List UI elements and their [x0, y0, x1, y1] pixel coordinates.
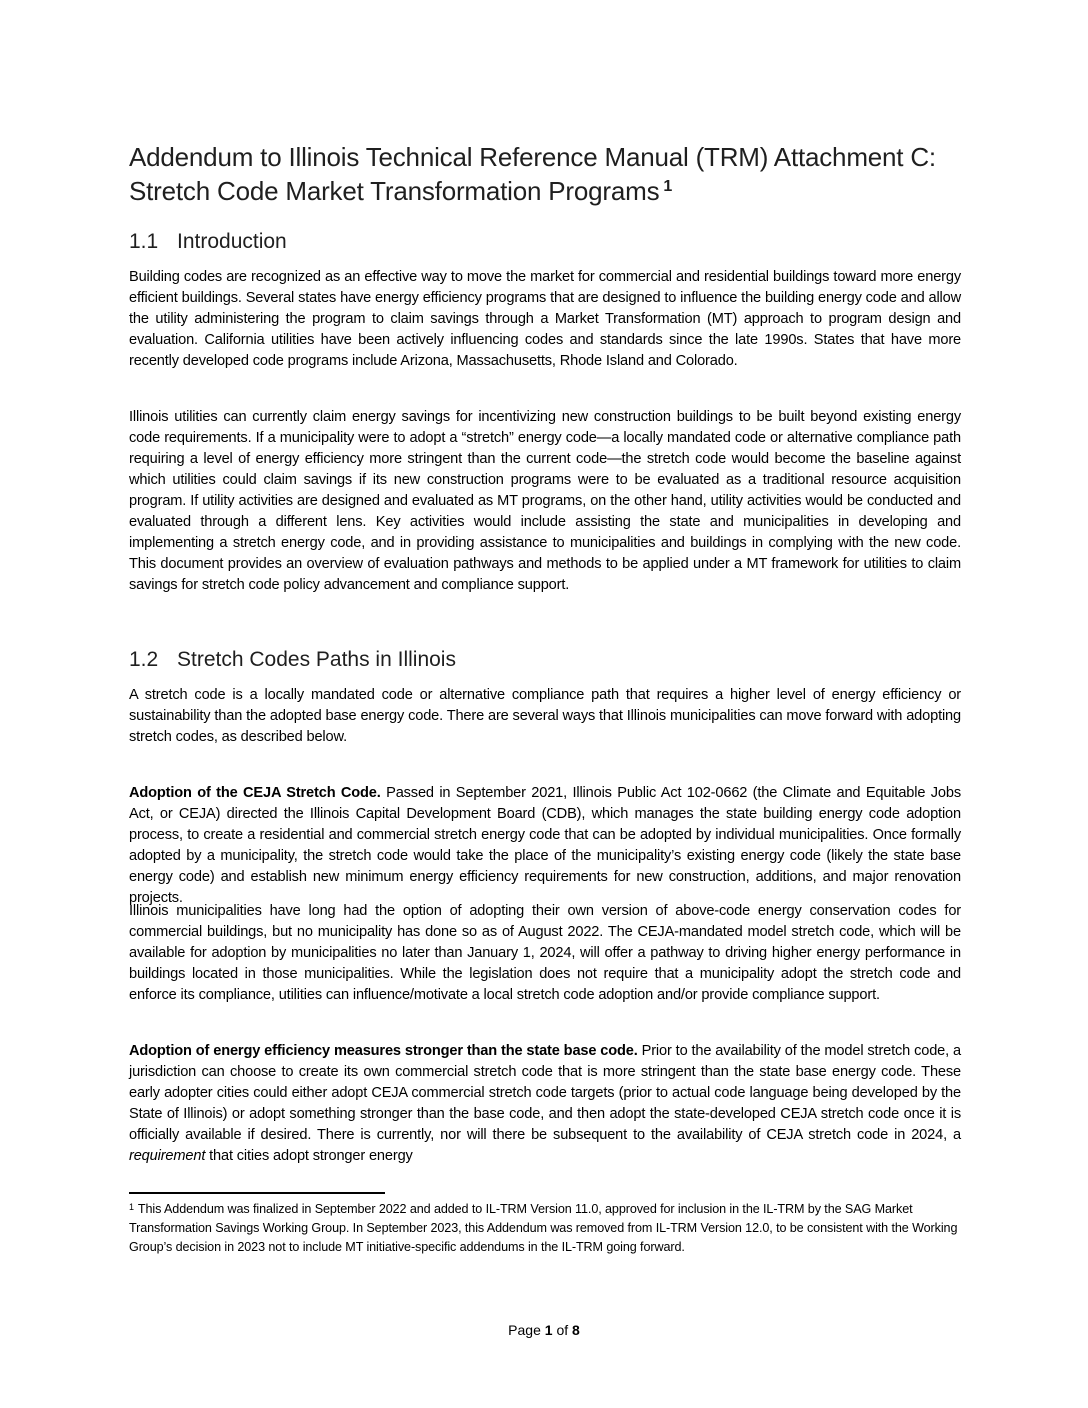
section-heading-1-1	[129, 228, 961, 256]
paragraph-lead-in: Adoption of the CEJA Stretch Code.	[129, 785, 381, 801]
paragraph-body: Passed in September 2021, Illinois Public Act 102-0662 (the Climate and Equitable Jobs Act, or CEJA) directed the Illinois Capital Development Board (CDB), which manages the state building energy code adoption process, to create a residential and commercial stretch energy code that can be adopted by individual municipalities. Once formally adopted by a municipality, the stretch code would take the place of the municipality’s existing energy code (likely the state base energy code) and establish new minimum energy efficiency requirements for new construction, additions, and major renovation projects.	[129, 785, 961, 906]
paragraph-text: A stretch code is a locally mandated code or alternative compliance path that requires a higher level of energy efficiency or sustainability than the adopted base energy code. There are several ways that Illinois municipalities can move forward with adopting stretch codes, as described below.	[129, 687, 961, 745]
footer-of: of	[552, 1322, 573, 1338]
footnote-separator	[129, 1192, 385, 1194]
paragraph-lead-in: Adoption of energy efficiency measures stronger than the state base code.	[129, 1043, 638, 1059]
paragraph-paths-3	[129, 901, 961, 1006]
section-heading-1-2	[129, 646, 961, 674]
paragraph-body: Prior to the availability of the model stretch code, a jurisdiction can choose to create its own commercial stretch code that is more stringent than the state base energy code. These early adopter cities could either adopt CEJA commercial stretch code targets (prior to actual code language being developed by the State of Illinois) or adopt something stronger than the base code, and then adopt the state-developed CEJA stretch code once it is officially available if desired. There is currently, nor will there be subsequent to the availability of CEJA stretch code in 2024, a	[129, 1043, 961, 1143]
paragraph-intro-2	[129, 407, 961, 596]
paragraph-paths-1	[129, 685, 961, 748]
section-title: Stretch Codes Paths in Illinois	[177, 648, 456, 671]
document-title	[129, 140, 961, 208]
footnote-text: This Addendum was finalized in September 2022 and added to IL-TRM Version 11.0, approved for inclusion in the IL-TRM by the SAG Market Transformation Savings Working Group. In September 2023, this Addendum was removed from IL-TRM Version 12.0, to be consistent with the Working Group’s decision in 2023 not to include MT initiative-specific addendums in the IL-TRM going forward.	[129, 1202, 958, 1254]
paragraph-body-end: that cities adopt stronger energy	[205, 1148, 413, 1164]
paragraph-text	[129, 783, 961, 909]
footnote	[129, 1200, 961, 1257]
footnote-marker: 1	[129, 1202, 134, 1212]
emphasis: requirement	[129, 1148, 206, 1164]
title	[129, 140, 961, 208]
title-footnote-ref[interactable]: 1	[663, 178, 673, 195]
paragraph-text: Illinois municipalities have long had the option of adopting their own version of above-code energy conservation codes for commercial buildings, but no municipality has done so as of August 2022. The CEJA-mandated model stretch code, which will be available for adoption by municipalities no later than January 1, 2024, will offer a pathway to driving higher energy performance in buildings located in those municipalities. While the legislation does not require that a municipality adopt the stretch code and enforce its compliance, utilities can influence/motivate a local stretch code adoption and/or provide compliance support.	[129, 903, 961, 1003]
section-title: Introduction	[177, 230, 287, 253]
section-number: 1.1	[129, 230, 159, 253]
page-number-total: 8	[572, 1322, 580, 1338]
title-line-2: Stretch Code Market Transformation Programs	[129, 176, 660, 206]
paragraph-text: Building codes are recognized as an effective way to move the market for commercial and residential buildings toward more energy efficient buildings. Several states have energy efficiency programs that are designed to influence the building energy code and allow the utility administering the program to claim savings through a Market Transformation (MT) approach to program design and evaluation. California utilities have been actively influencing codes and standards since the late 1990s. States that have more recently developed code programs include Arizona, Massachusetts, Rhode Island and Colorado.	[129, 269, 961, 369]
page-footer	[0, 1322, 1088, 1338]
section-number: 1.2	[129, 648, 159, 671]
footer-prefix: Page	[508, 1322, 545, 1338]
title-line-1: Addendum to Illinois Technical Reference Manual (TRM) Attachment C:	[129, 142, 936, 172]
paragraph-intro-1	[129, 267, 961, 372]
page-number-current: 1	[544, 1322, 553, 1338]
paragraph-ceja	[129, 783, 961, 909]
paragraph-text: Illinois utilities can currently claim energy savings for incentivizing new construction buildings to be built beyond existing energy code requirements. If a municipality were to adopt a “stretch” energy code—a locally mandated code or alternative compliance path requiring a level of energy efficiency more stringent than the current code—the stretch code would become the baseline against which utilities could claim savings if its new construction programs were to be evaluated as a traditional resource acquisition program. If utility activities are designed and evaluated as MT programs, on the other hand, utility activities would be conducted and evaluated through a different lens. Key activities would include assisting the state and municipalities in developing and implementing a stretch energy code, and in providing assistance to municipalities and buildings in complying with the new code. This document provides an overview of evaluation pathways and methods to be applied under a MT framework for utilities to claim savings for stretch code policy advancement and compliance support.	[129, 409, 961, 593]
paragraph-stronger-code	[129, 1041, 961, 1167]
paragraph-text	[129, 1041, 961, 1167]
